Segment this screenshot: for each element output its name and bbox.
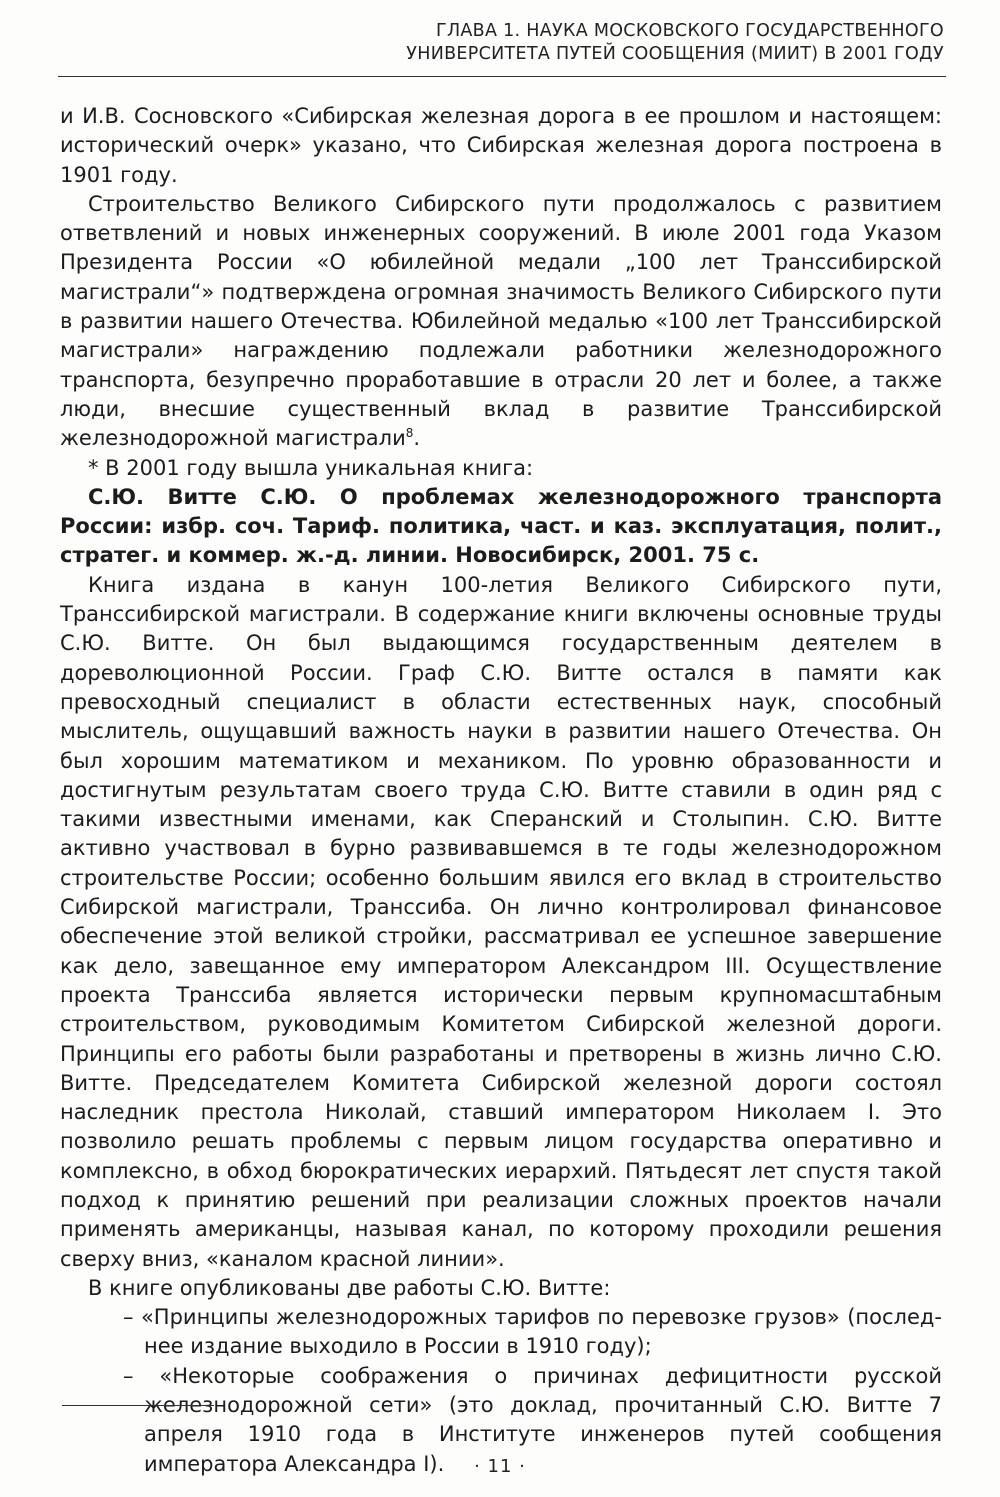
header-rule: [58, 76, 946, 77]
paragraph-continuation: и И.В. Сосновского «Сибирская железная дорога в ее прошлом и настоящем: исторический очерк» указано, что Сибирская железная дорога построена в 1901 году.: [60, 104, 942, 187]
running-header-line-2: УНИВЕРСИТЕТА ПУТЕЙ СООБЩЕНИЯ (МИИТ) В 2001 ГОДУ: [406, 44, 944, 64]
page-body: [60, 102, 942, 1479]
list-item: – «Принципы железнодорожных тарифов по перевозке грузов» (последнее издание выходило в России в 1910 году);: [123, 1305, 942, 1359]
list-item: – «Некоторые соображения о причинах дефицитности русской железнодорожной сети» (это доклад, прочитанный С.Ю. Витте 7 апреля 1910 года в Институте инженеров путей сообщения императора Александра I).: [123, 1363, 942, 1476]
paragraph-medal-end: .: [413, 426, 421, 451]
paragraph-medal-text: Строительство Великого Сибирского пути продолжалось с развитием ответвлений и новых инженерных сооружений. В июле 2001 года Указом Президента России «О юбилейной медали „100 лет Транссибирской магистрали“» подтверждена огромная значимость Великого Сибирского пути в развитии нашего Отечества. Юбилейной медалью «100 лет Транссибирской магистрали» награждению подлежали работники железнодорожного транспорта, безупречно проработавшие в отрасли 20 лет и более, а также люди, внесшие существенный вклад в развитие Транссибирской железнодорожной магистрали: [60, 191, 942, 451]
footnote-rule: [62, 1405, 214, 1406]
book-citation: С.Ю. Витте С.Ю. О проблемах железнодорожного транспорта России: избр. соч. Тариф. политика, част. и каз. эксплуатация, полит., стратег. и коммер. ж.-д. линии. Новосибирск, 2001. 75 с.: [60, 484, 942, 568]
running-header: [244, 20, 944, 66]
page-number: · 11 ·: [474, 1456, 526, 1477]
paragraph-book-intro: * В 2001 году вышла уникальная книга:: [88, 455, 534, 480]
paragraph-witte: Книга издана в канун 100-летия Великого Сибирского пути, Транссибирской магистрали. В содержание книги включены основные труды С.Ю. Витте. Он был выдающимся государственным деятелем в дореволюционной России. Граф С.Ю. Витте остался в памяти как превосходный специалист в области естественных наук, способный мыслитель, ощущавший важность науки в развитии нашего Отечества. Он был хорошим математиком и механиком. По уровню образованности и достигнутым результатам своего труда С.Ю. Витте ставили в один ряд с такими известными именами, как Сперанский и Столыпин. С.Ю. Витте активно участвовал в бурно развивавшемся в те годы железнодорожном строительстве России; особенно большим явился его вклад в строительство Сибирской магистрали, Транссиба. Он лично контролировал финансовое обеспечение этой великой стройки, рассматривал ее успешное завершение как дело, завещанное ему императором Александром III. Осуществление проекта Транссиба является исторически первым крупномасштабным строительством, руководимым Комитетом Сибирской железной дороги. Принципы его работы были разработаны и претворены в жизнь лично С.Ю. Витте. Председателем Комитета Сибирской железной дороги состоял наследник престола Николай, ставший императором Николаем I. Это позволило решать проблемы с первым лицом государства оперативно и комплексно, в обход бюрократических иерархий. Пятьдесят лет спустя такой подход к принятию решений при реализации сложных проектов начали применять американцы, называя канал, по которому проходили решения сверху вниз, «каналом красной линии».: [60, 572, 942, 1271]
running-header-line-1: ГЛАВА 1. НАУКА МОСКОВСКОГО ГОСУДАРСТВЕННОГО: [435, 21, 944, 41]
works-list: [60, 1303, 942, 1479]
paragraph-medal: [60, 190, 942, 454]
footnote-reference: 8: [405, 426, 414, 441]
paragraph-works-intro: В книге опубликованы две работы С.Ю. Витте:: [88, 1275, 611, 1300]
